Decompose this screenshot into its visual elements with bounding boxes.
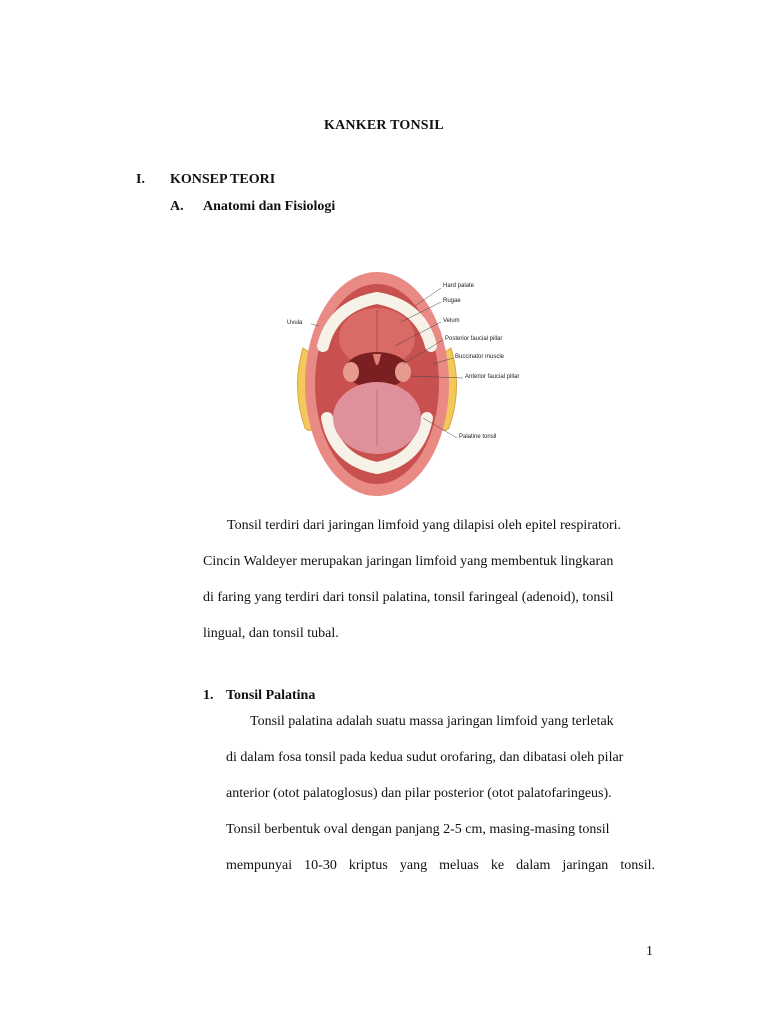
- label-posterior-faucial-pillar: Posterior faucial pillar: [445, 336, 503, 342]
- page-number: 1: [646, 944, 653, 959]
- section-title: KONSEP TEORI: [170, 172, 276, 187]
- paragraph-line: di dalam fosa tonsil pada kedua sudut orofaring, dan dibatasi oleh pilar: [226, 750, 624, 765]
- label-velum: Velum: [443, 318, 460, 324]
- mouth-anatomy-figure: [283, 268, 533, 504]
- paragraph-line: anterior (otot palatoglosus) dan pilar posterior (otot palatofaringeus).: [226, 786, 612, 801]
- label-uvula: Uvula: [287, 320, 303, 326]
- paragraph-line: Tonsil berbentuk oval dengan panjang 2-5 cm, masing-masing tonsil: [226, 822, 610, 837]
- mouth-illustration: [283, 268, 533, 504]
- label-anterior-faucial-pillar: Anterior faucial pillar: [465, 374, 520, 380]
- item-title: Tonsil Palatina: [226, 688, 316, 703]
- paragraph-tonsil-palatina: [226, 704, 655, 884]
- label-rugae: Rugae: [443, 298, 461, 304]
- paragraph-line: Cincin Waldeyer merupakan jaringan limfoid yang membentuk lingkaran: [203, 554, 614, 569]
- paragraph-line: Tonsil terdiri dari jaringan limfoid yang dilapisi oleh epitel respiratori.: [227, 518, 622, 533]
- paragraph-intro: [203, 508, 655, 652]
- document-title: KANKER TONSIL: [324, 118, 444, 133]
- label-palatine-tonsil: Palatine tonsil: [459, 434, 497, 440]
- label-buccinator-muscle: Buccinator muscle: [455, 354, 505, 360]
- paragraph-line: mempunyai 10-30 kriptus yang meluas ke dalam jaringan tonsil.: [226, 858, 655, 873]
- paragraph-line: lingual, dan tonsil tubal.: [203, 626, 339, 641]
- label-hard-palate: Hard palate: [443, 283, 475, 289]
- subsection-letter: A.: [170, 199, 184, 214]
- subsection-title: Anatomi dan Fisiologi: [203, 199, 336, 214]
- section-number: I.: [136, 172, 145, 187]
- paragraph-line: di faring yang terdiri dari tonsil palatina, tonsil faringeal (adenoid), tonsil: [203, 590, 614, 605]
- item-number: 1.: [203, 688, 214, 703]
- paragraph-line: Tonsil palatina adalah suatu massa jaringan limfoid yang terletak: [250, 714, 614, 729]
